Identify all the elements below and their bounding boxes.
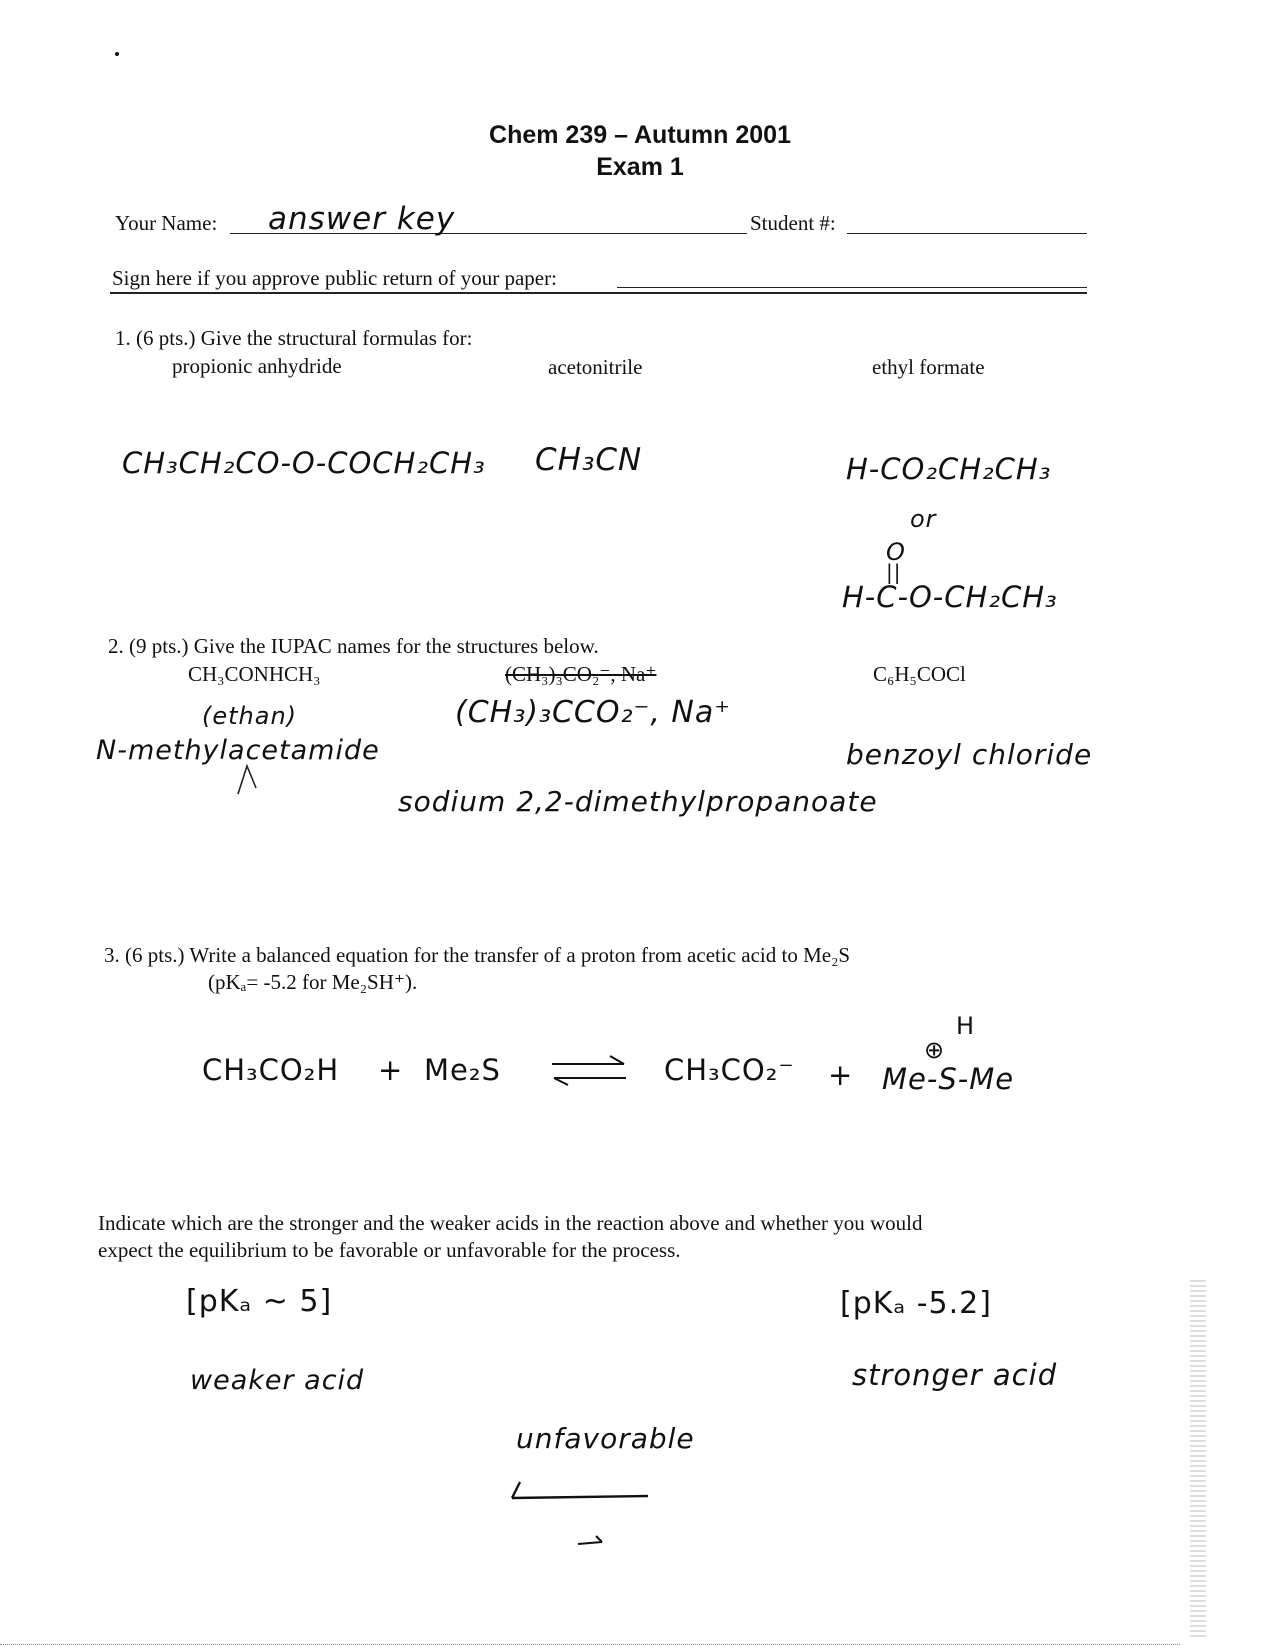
scan-bottom-edge <box>0 1644 1180 1645</box>
q1-item-anhydride: propionic anhydride <box>172 354 342 378</box>
q2-insert-caret <box>236 762 258 796</box>
exam-subtitle: Exam 1 <box>596 153 684 181</box>
q3-product-proton: H <box>956 1012 976 1040</box>
sign-label: Sign here if you approve public return of your paper: <box>112 266 557 290</box>
q3-prompt-line2: (pKₐ= -5.2 for Me₂SH⁺). <box>208 970 418 994</box>
q3-instruction-line2: expect the equilibrium to be favorable or unfavorable for the process. <box>98 1238 681 1262</box>
signature-field[interactable] <box>617 287 1087 288</box>
q1-answer-nitrile: CH₃CN <box>535 442 643 478</box>
q3-right-label: stronger acid <box>852 1358 1058 1392</box>
q3-instruction-line1: Indicate which are the stronger and the weaker acids in the reaction above and whether you would <box>98 1211 923 1235</box>
q3-prompt-line1: 3. (6 pts.) Write a balanced equation for the transfer of a proton from acetic acid to Me₂S <box>104 943 851 967</box>
q3-plus-2: + <box>828 1058 854 1092</box>
name-label: Your Name: <box>115 211 218 235</box>
q3-verdict: unfavorable <box>516 1422 695 1455</box>
q3-right-pka: [pKₐ -5.2] <box>840 1286 992 1321</box>
q1-answer-formate-oxygen: O <box>886 538 906 566</box>
q2-salt-rewritten: (CH₃)₃CCO₂⁻, Na⁺ <box>455 695 732 730</box>
q2-answer-amide: N-methylacetamide <box>96 735 380 766</box>
q2-structure-amide: CH₃CONHCH₃ <box>188 662 321 686</box>
exam-title: Chem 239 – Autumn 2001 <box>489 121 791 149</box>
q3-reactant-dimethyl-sulfide: Me₂S <box>424 1053 501 1087</box>
header-divider <box>110 292 1087 294</box>
q2-structure-salt: (CH₃)₃CO₂⁻, Na⁺ <box>505 662 657 686</box>
q1-item-nitrile: acetonitrile <box>548 355 643 379</box>
q3-product-sulfonium: Me-S-Me <box>882 1062 1015 1096</box>
q3-left-pka: [pKₐ ~ 5] <box>186 1284 333 1319</box>
q2-answer-acyl-chloride: benzoyl chloride <box>846 738 1093 771</box>
q2-structure-acyl-chloride: C₆H₅COCl <box>873 662 966 686</box>
q3-equilibrium-arrows <box>548 1052 632 1088</box>
q3-reactant-acetic-acid: CH₃CO₂H <box>202 1053 340 1087</box>
q2-amide-insert: (ethan) <box>202 702 298 730</box>
student-number-label: Student #: <box>750 211 836 235</box>
q3-left-label: weaker acid <box>190 1365 365 1396</box>
q3-favored-direction-arrow <box>506 1478 656 1550</box>
q3-plus-1: + <box>378 1053 404 1087</box>
q3-product-positive-charge: ⊕ <box>924 1036 946 1064</box>
q1-answer-or: or <box>910 505 937 533</box>
q3-product-acetate: CH₃CO₂⁻ <box>664 1053 795 1087</box>
student-number-field[interactable] <box>847 233 1087 234</box>
q1-item-formate: ethyl formate <box>872 355 985 379</box>
scan-side-noise <box>1190 1280 1206 1640</box>
q2-answer-salt: sodium 2,2-dimethylpropanoate <box>398 785 878 818</box>
q1-answer-formate-expanded: H-C-O-CH₂CH₃ <box>842 580 1058 614</box>
name-answer[interactable]: answer key <box>268 201 456 237</box>
q1-answer-anhydride: CH₃CH₂CO-O-COCH₂CH₃ <box>122 446 486 480</box>
q1-prompt: 1. (6 pts.) Give the structural formulas for: <box>115 326 473 350</box>
q2-prompt: 2. (9 pts.) Give the IUPAC names for the structures below. <box>108 634 599 658</box>
scan-speck <box>115 52 119 56</box>
q1-answer-formate-double-bond: || <box>886 560 902 584</box>
q1-answer-formate-condensed: H-CO₂CH₂CH₃ <box>846 452 1052 486</box>
